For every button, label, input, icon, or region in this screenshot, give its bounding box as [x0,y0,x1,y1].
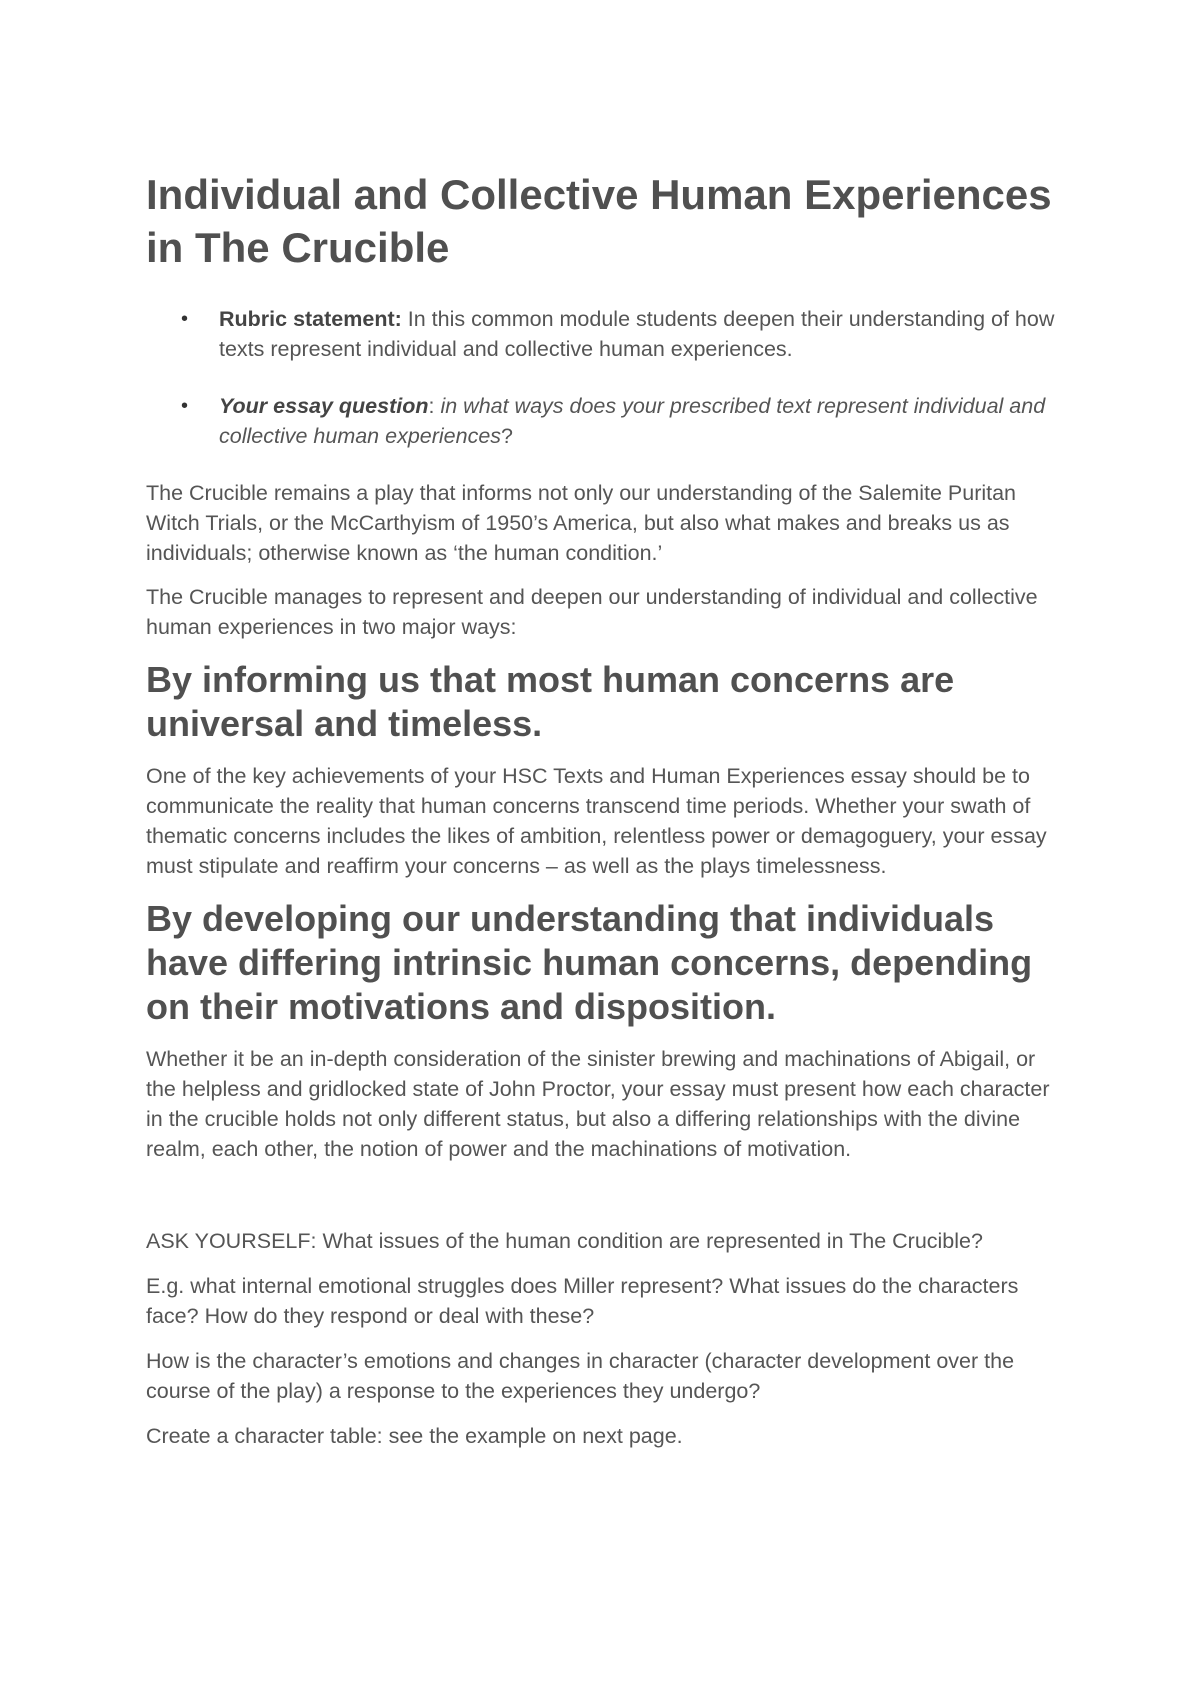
intro-paragraph: The Crucible remains a play that informs not only our understanding of the Salemite Puritan Witch Trials, or the McCarthyism of 1950’s America, but also what makes and breaks us as individuals; otherwise known as ‘the human condition.’ [146,481,1017,565]
intro-paragraph: The Crucible manages to represent and deepen our understanding of individual and collective human experiences in two major ways: [146,585,1038,639]
bullet-rubric-statement [146,304,1066,364]
bullet-dot-icon: • [181,395,189,417]
closing-paragraph: How is the character’s emotions and changes in character (character development over the course of the play) a response to the experiences they undergo? [146,1349,1015,1403]
document-page [146,168,1066,1451]
essay-question-text: in what ways does your prescribed text represent individual and collective human experiences [219,394,1046,448]
essay-question-label: Your essay question [219,394,429,418]
bullet-dot-icon: • [181,308,189,330]
essay-question-colon: : [428,394,435,418]
essay-question-end: ? [501,424,514,448]
rubric-bullet-list [146,304,1066,451]
section-heading: By developing our understanding that individuals have differing intrinsic human concerns, depending on their motivations and disposition. [146,898,1033,1027]
document-title: Individual and Collective Human Experiences in The Crucible [146,171,1052,271]
section-heading: By informing us that most human concerns are universal and timeless. [146,659,955,744]
section-body: Whether it be an in-depth consideration of the sinister brewing and machinations of Abigail, or the helpless and gridlocked state of John Proctor, your essay must present how each character in the crucible holds not only different status, but also a differing relationships with the divine realm, each other, the notion of power and the machinations of motivation. [146,1047,1050,1161]
rubric-statement-text: In this common module students deepen their understanding of how texts represent individual and collective human experiences. [219,307,1055,361]
ask-yourself-paragraph: ASK YOURSELF: What issues of the human condition are represented in The Crucible? [146,1229,983,1253]
rubric-statement-label: Rubric statement: [219,307,402,331]
section-body: One of the key achievements of your HSC Texts and Human Experiences essay should be to communicate the reality that human concerns transcend time periods. Whether your swath of thematic concerns includes the likes of ambition, relentless power or demagoguery, your essay must stipulate and reaffirm your concerns – as well as the plays timelessness. [146,764,1047,878]
bullet-essay-question [146,391,1066,451]
closing-paragraph: E.g. what internal emotional struggles does Miller represent? What issues do the characters face? How do they respond or deal with these? [146,1274,1019,1328]
closing-paragraph: Create a character table: see the example on next page. [146,1424,683,1448]
